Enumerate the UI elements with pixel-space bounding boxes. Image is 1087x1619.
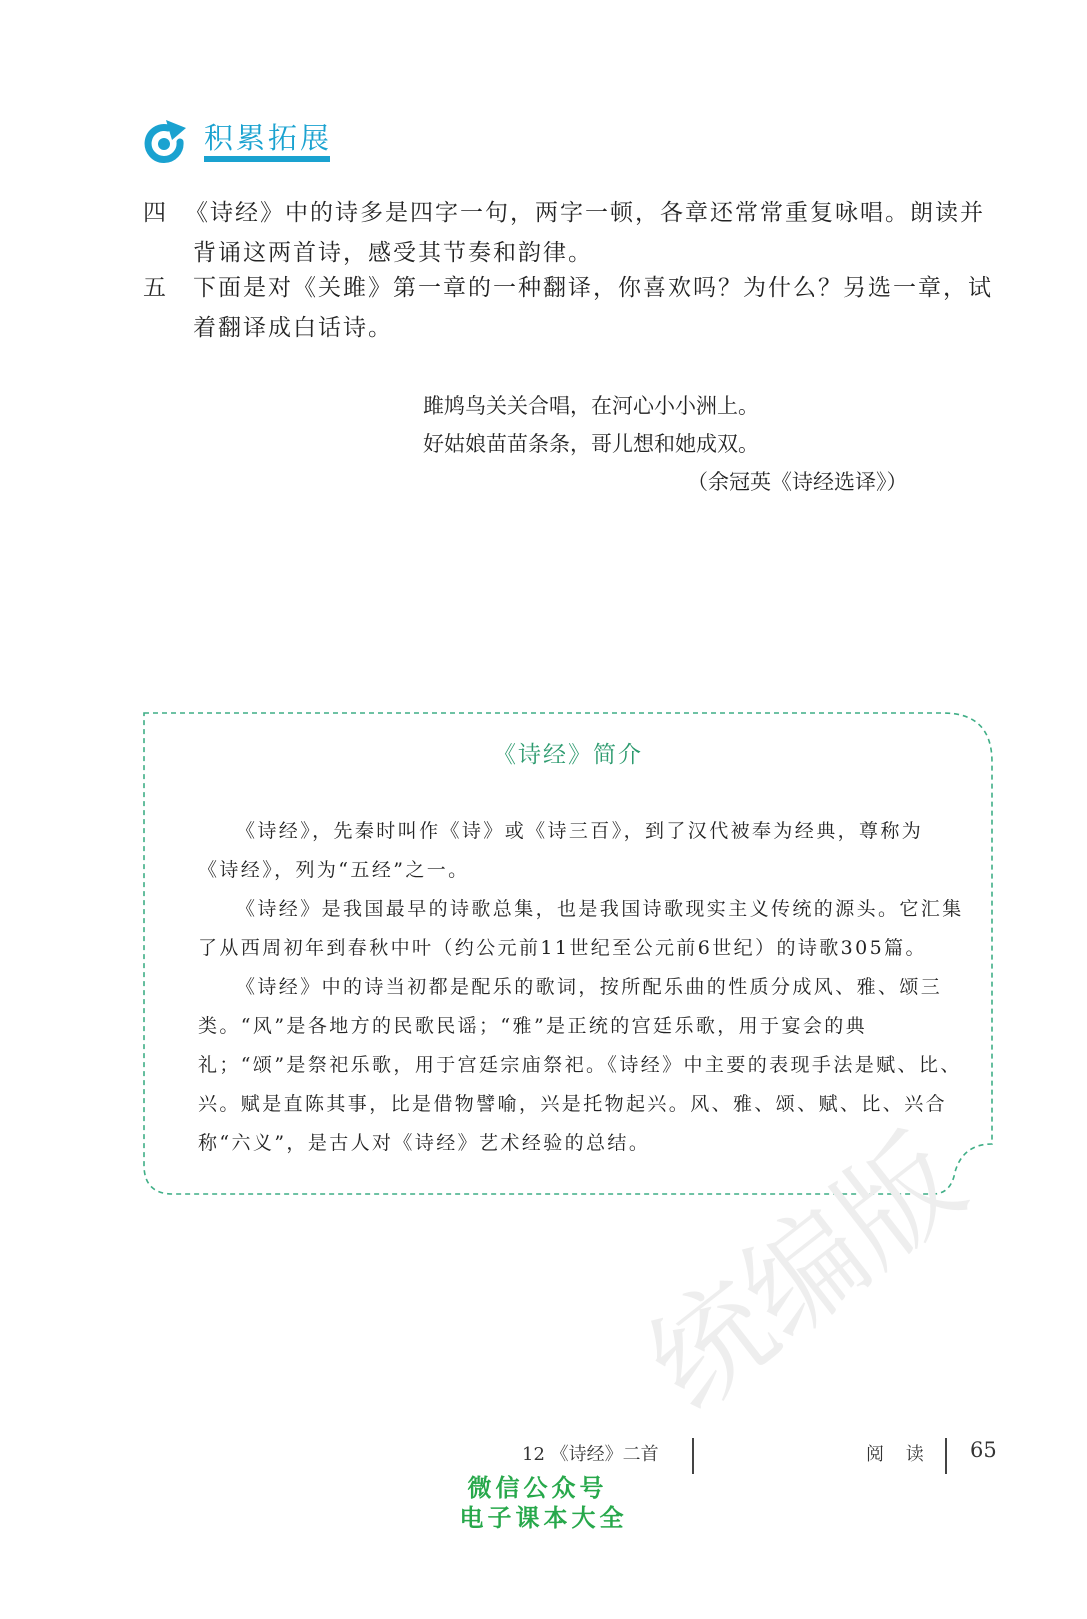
poem-source: （余冠英《诗经选译》） [687,470,908,494]
footer-lesson: 12 《诗经》二首 [522,1444,659,1465]
section-title: 积累拓展 [204,121,333,155]
intro-paragraph: 《诗经》是我国最早的诗歌总集，也是我国诗歌现实主义传统的源头。它汇集了从西周初年到春秋中叶（约公元前11世纪至公元前6世纪）的诗歌305篇。 [198,898,964,959]
refresh-arrow-icon [140,120,188,168]
question-5 [143,268,1003,348]
footer-category: 阅 读 [866,1444,932,1465]
question-number: 五 [143,275,168,301]
question-number: 四 [143,200,168,226]
intro-box-title: 《诗经》简介 [493,742,643,768]
poem-line: 雎鸠鸟关关合唱，在河心小小洲上。 [423,394,759,418]
intro-box [143,712,993,1194]
intro-paragraph: 《诗经》中的诗当初都是配乐的歌词，按所配乐曲的性质分成风、雅、颂三类。“风”是各地方的民歌民谣；“雅”是正统的宫廷乐歌，用于宴会的典礼；“颂”是祭祀乐歌，用于宫廷宗庙祭祀。《诗经》中主要的表现手法是赋、比、兴。赋是直陈其事，比是借物譬喻，兴是托物起兴。风、雅、颂、赋、比、兴合称“六义”，是古人对《诗经》艺术经验的总结。 [198,976,962,1154]
poem-line: 好姑娘苗苗条条，哥儿想和她成双。 [423,432,759,456]
page-number: 65 [970,1438,997,1462]
section-header [140,112,340,172]
poem-translation [423,387,908,494]
watermark: 统编版 [623,1109,988,1436]
question-line: 下面是对《关雎》第一章的一种翻译，你喜欢吗？为什么？另选一章，试 [193,275,993,301]
question-line: 背诵这两首诗，感受其节奏和韵律。 [193,240,593,266]
question-line: 《诗经》中的诗多是四字一句，两字一顿，各章还常常重复咏唱。朗读并 [185,200,985,226]
question-4 [143,193,1003,273]
wechat-label: 电子课本大全 [459,1503,628,1532]
section-underline [204,156,330,162]
intro-paragraph: 《诗经》，先秦时叫作《诗》或《诗三百》，到了汉代被奉为经典，尊称为 [236,820,924,842]
question-line: 着翻译成白话诗。 [193,315,393,341]
question-text [185,193,1003,273]
question-text [193,268,1003,348]
intro-paragraph: 《诗经》，列为“五经”之一。 [198,859,470,881]
wechat-label: 微信公众号 [467,1473,608,1502]
intro-box-body [198,812,968,1163]
